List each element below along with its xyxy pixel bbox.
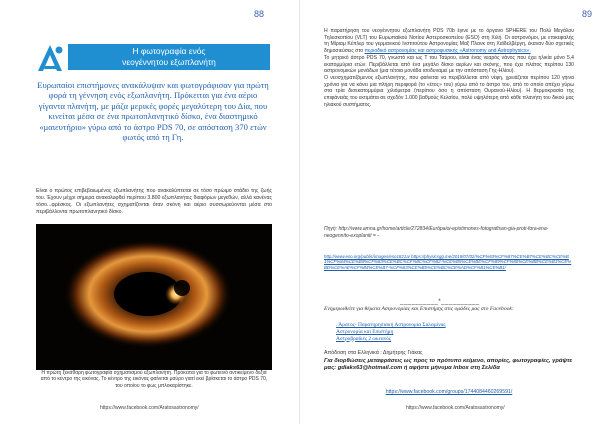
separator: __________*__________: [400, 299, 480, 305]
facebook-group-link[interactable]: https://www.facebook.com/groups/1744084460269591/: [385, 389, 513, 395]
group-link-1[interactable]: . Άρατος- Παρατηρησιακή Αστρονομία Σαλαμίνας: [336, 322, 446, 328]
source-url[interactable]: http://www.eso.org/public/images/eso1821a/ https://physicsgg.me/2018/07/02/%CF%83%CF%87%CE%B7%CE%BC%CE%B1%CF%84%CE%B9%CF%83%CE%BC%CF%8C%CF%82-%CE%B5%CE%BE%CF%89%CF%80%CE%BB%CE%B1%CE%BD%CE%AE%CF%84%CE%B7-%CF%83%CE%B5%CE%BC%CE%AD%CF%81%CE%B1/: [324, 254, 572, 270]
photo-caption: Η πρώτη ξεκάθαρη φωτογραφία σχηματισμού εξωπλανήτη. Πρόκειται για το φωτεινό αντικείμενο δεξιά από το κέντρο της εικόνας. Το κέντρο της εικόνας φαίνεται μαύρο γιατί εκεί βρίσκεται το άστρο PDS 70, του οποίου το φως μπλοκαρίστηκε.: [40, 370, 268, 389]
right-page: [300, 0, 600, 424]
title-line-2: νεογέννητου εξωπλανήτη: [122, 57, 216, 67]
paragraph-3: Ο νεοσχηματιζόμενος εξωπλανήτης, που φαίνεται να περιβάλλεται από νέφη, χρειάζεται περίπου 120 γήινα χρόνια για να κάνει μια πλήρη περιφορά (το «έτος» του) γύρω από το άστρο του, από το οποίο απέχει γύρω στα τρία δισεκατομμύρια χιλιόμετρα (περίπου όσο η απόσταση Ουρανού-Ηλίου). Η θερμοκρασία της επιφάνειάς του εκτιμάται σε σχεδόν 1.000 βαθμούς Κελσίου, πολύ υψηλότερη από κάθε πλανήτη του δικού μας ηλιακού συστήματος.: [324, 74, 574, 108]
lead-paragraph: Ευρωπαίοι επιστήμονες ανακάλυψαν και φωτογράφισαν για πρώτη φορά τη γέννηση ενός εξωπλανήτη. Πρόκειται για ένα αέριο γίγαντα πλανήτη, με μάζα μερικές φορές μεγαλύτερη του Δία, που κινείται μέσα σε ένα πρωτοπλανητικό δίσκο, ένα διαστημικό «μαιευτήριο» γύρω από το άστρο PDS 70, σε απόσταση 370 ετών φωτός από τη Γη.: [37, 80, 269, 143]
contact-note: Για διορθώσεις μεταφράσεις ως προς το πρότυπο κείμενο, απορίες, φωτογραφίες, γράψτε μας: gdiaks63@hotmail.com ή αφήστε μήνυμα inbox στη Σελίδα: [324, 358, 573, 372]
facebook-groups-list: [336, 322, 566, 342]
source-line: Πηγή: http://www.amna.gr/home/article/272834/Eurōpaioi-epistimones-fotografisan-gia-proti-fora-ena-neogennito-exoplaniti = -: [324, 226, 549, 239]
facebook-invite: Ενημερωθείτε για θέματα Αστρονομίας και Επιστήμης στις ομάδες μας στο Facebook:: [324, 306, 514, 312]
aratos-a-logo-icon: [36, 44, 66, 72]
translation-credit: Απόδοση στα Ελληνικά : Δημήτρης Γιάκας: [324, 350, 423, 356]
footer-url-left[interactable]: https://www.facebook.com/Aratosastronomy/: [100, 405, 199, 411]
journal-link[interactable]: περιοδικό αστρονομίας και αστροφυσικής «Astronomy and Astrophysics».: [364, 48, 531, 55]
title-line-1: Η φωτογραφία ενός: [132, 46, 206, 56]
body-paragraph-left: Είναι ο πρώτος επιβεβαιωμένος εξωπλανήτης που ανακαλύπτεται σε τόσο πρώιμο στάδιο της ζωής του. Έχουν μέχρι σήμερα ανακαλυφθεί περίπου 3.800 εξωπλανήτες διαφόρων μεγεθών, αλλά κανένας τόσο...φρέσκος. Οι εξωπλανήτες σχηματίζονται όταν σκόνη και αέριο συσσωρεύονται μέσα στο περιβάλλοντα πρωτοπλανητικό δίσκο.: [36, 188, 272, 215]
group-link-2[interactable]: Αστρονομία και Επιστήμη: [336, 328, 394, 335]
exoplanet-photo: [36, 224, 272, 370]
paragraph-2: Το μητρικό άστρο PDS 70, γνωστό και ως T του Ταύρου, είναι ένας νεαρός νάνος που έχει ηλικία μόνο 5,4 εκατομμύρια ετών. Περιβάλλεται από ένα μεγάλο δίσκο αερίων και σκόνης, που έχει πλάτος περίπου 130 αστρονομικών μονάδων (μια τέτοια μονάδα ισοδυναμεί με την απόσταση Γης-Ηλίου).: [324, 54, 574, 75]
article-header: [36, 44, 270, 70]
article-title: [68, 44, 270, 70]
group-link-3[interactable]: Αστροβραδιές 2 ωκεανός: [336, 335, 392, 342]
page-number-left: 88: [254, 9, 265, 19]
body-right: [324, 28, 574, 108]
paragraph-1: Η παρατήρηση του νεογέννητου εξωπλανήτη PDS 70b έγινε με το όργανο SPHERE του Πολύ Μεγάλου Τηλεσκοπίου (VLT) του Ευρωπαϊκού Νοτίου Αστεροσκοπείου (ESO) στη Χιλή. Οι αστρονόμοι, με επικεφαλής τη Μίριαμ Κέπλερ του γερμανικού Ινστιτούτου Αστρονομίας Μαξ Πλανκ στη Χαϊδελβέργη, έκαναν δύο σχετικές δημοσιεύσεις στο: [324, 28, 574, 55]
footer-url-right[interactable]: https://www.facebook.com/Aratosastronomy/: [406, 405, 505, 411]
page-number-right: 89: [582, 9, 593, 19]
